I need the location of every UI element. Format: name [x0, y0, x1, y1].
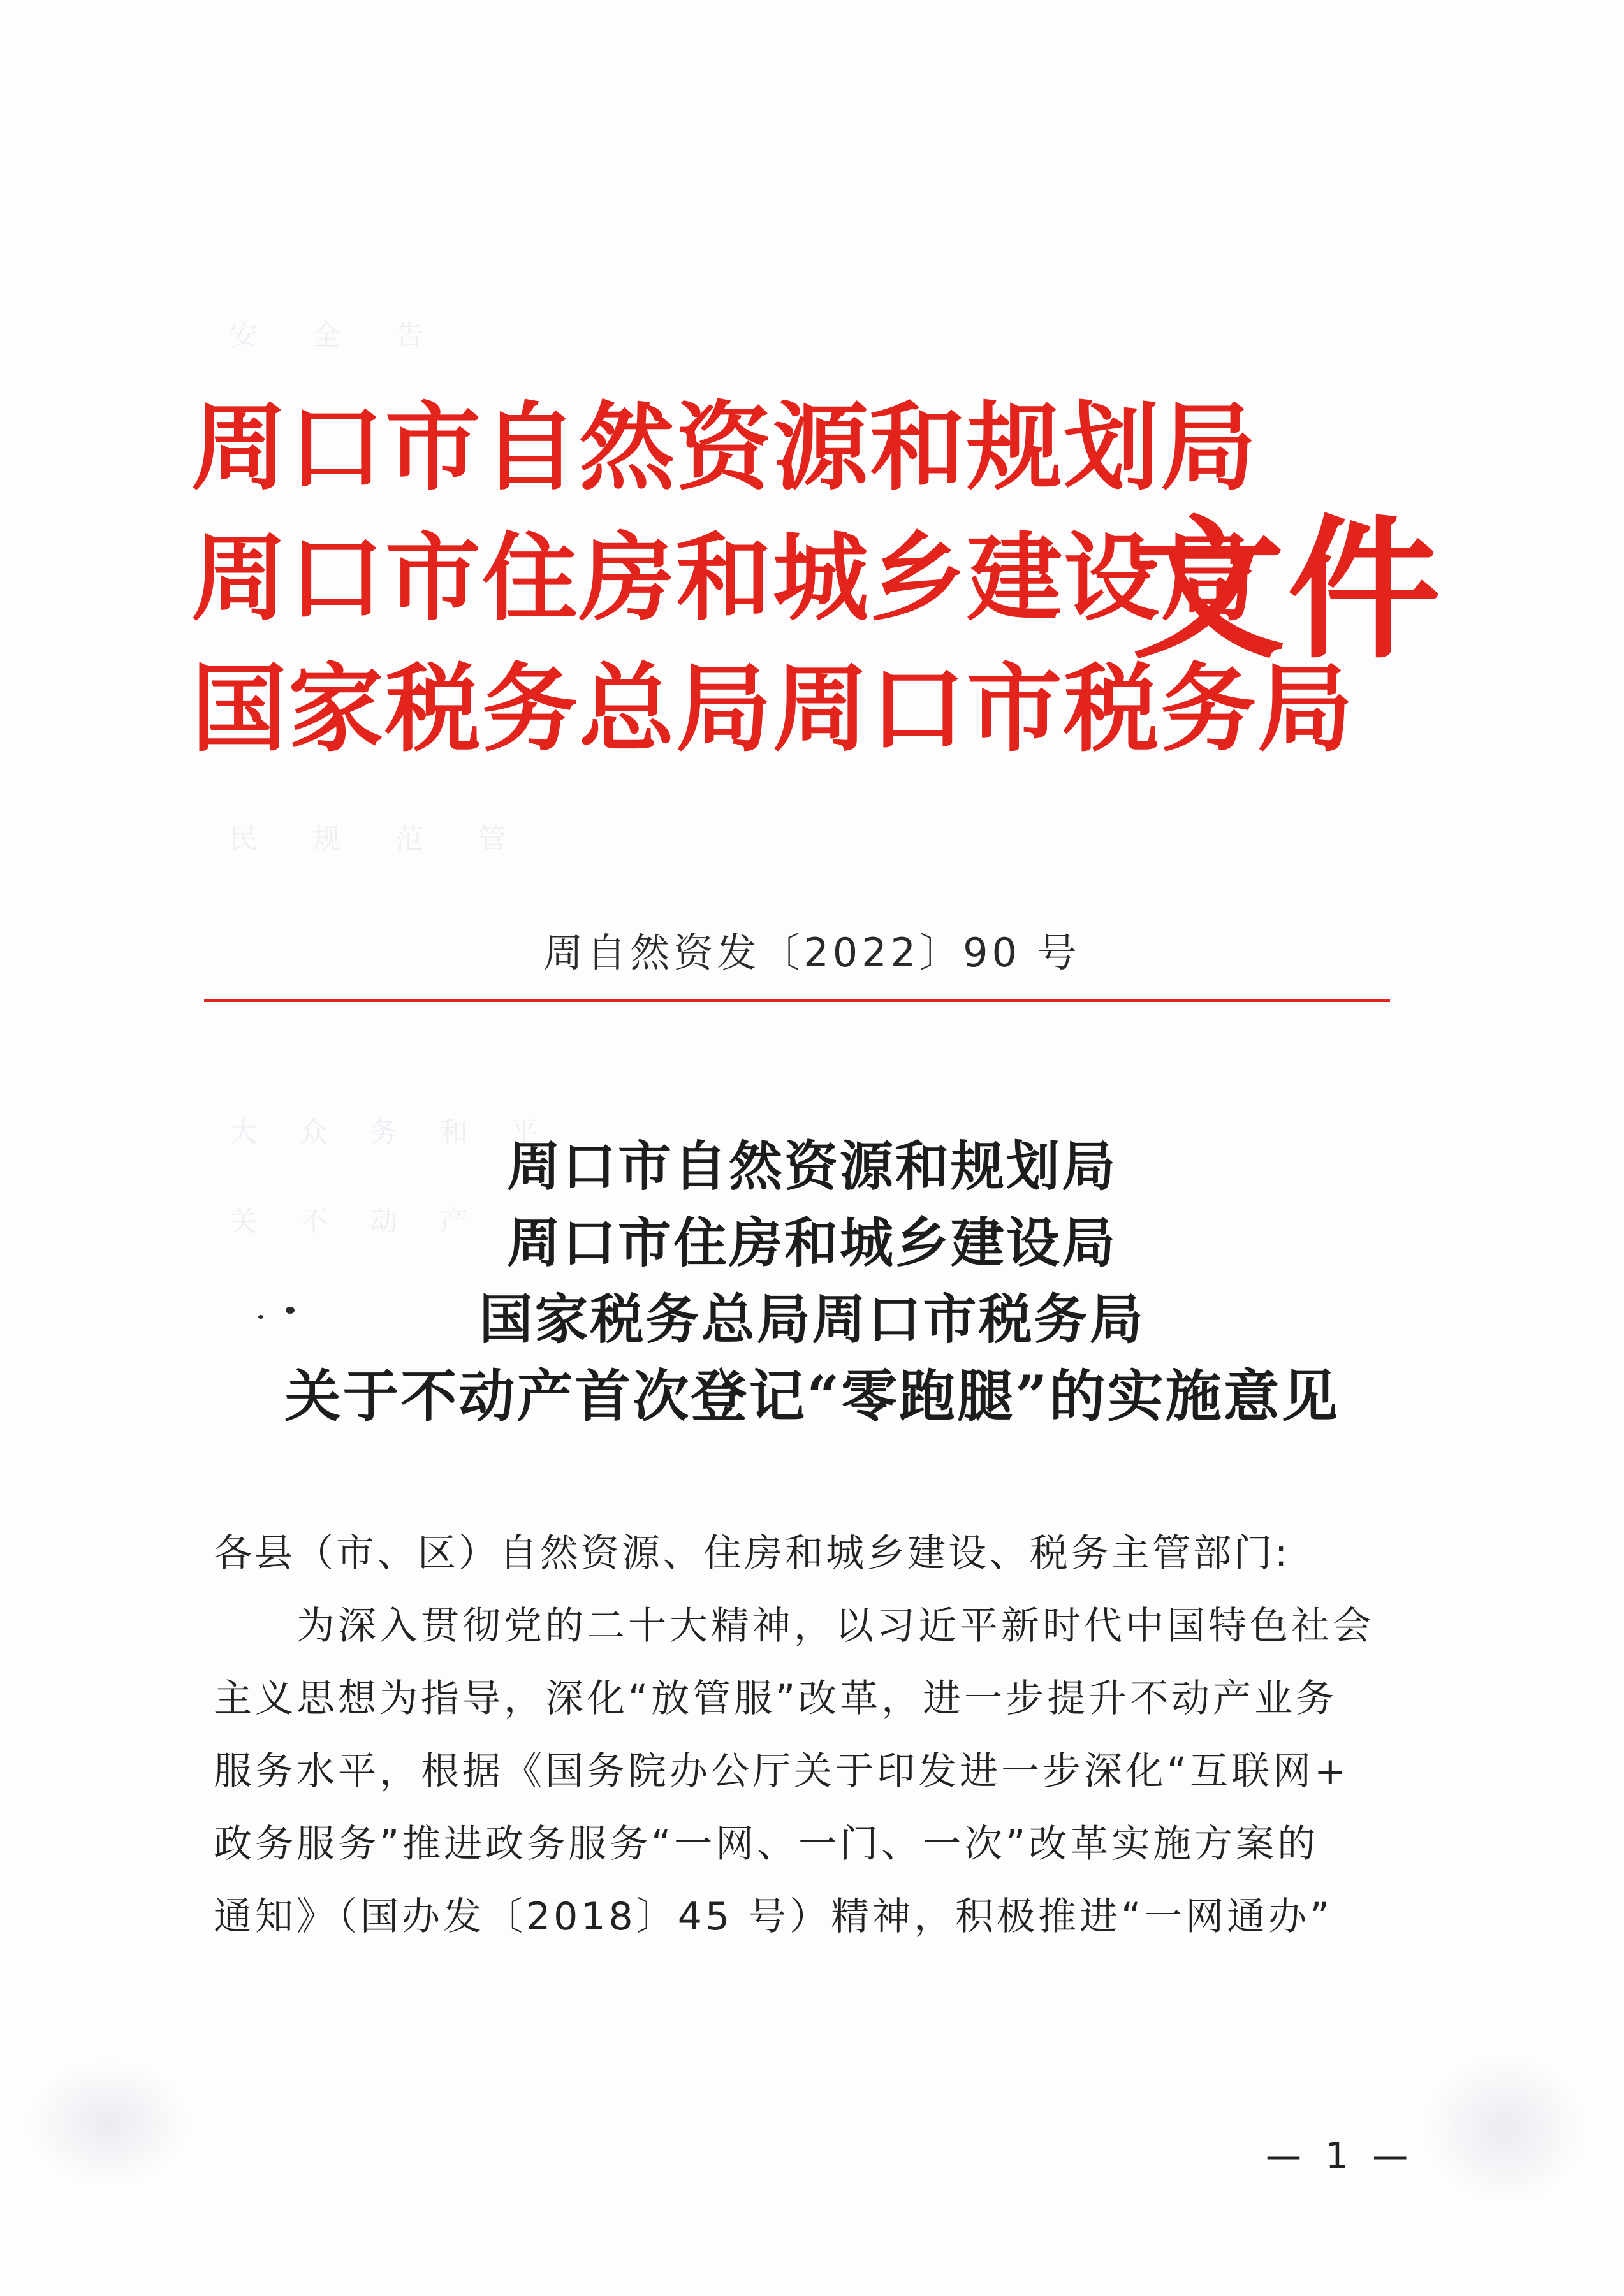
- page-number: — 1 —: [1266, 2135, 1415, 2177]
- issuer-name: 周口市自然资源和规划局: [191, 391, 1258, 504]
- document-body: [214, 1517, 1393, 1953]
- body-paragraph-line: 服务水平，根据《国务院办公厅关于印发进一步深化“互联网+: [214, 1749, 1350, 1794]
- bleed-through-text: 大 众 务 和 平: [230, 1116, 542, 1149]
- title-line: 国家税务总局周口市税务局: [479, 1288, 1145, 1351]
- document-number: 周自然资发〔2022〕90 号: [543, 929, 1081, 976]
- title-line: 周口市住房和城乡建设局: [506, 1211, 1117, 1274]
- body-paragraph-line: 政务服务”推进政务服务“一网、一门、一次”改革实施方案的: [214, 1822, 1319, 1866]
- title-line: 周口市自然资源和规划局: [506, 1135, 1117, 1198]
- title-line: 关于不动产首次登记“零跑腿”的实施意见: [284, 1363, 1340, 1429]
- document-label: 文件: [1132, 500, 1444, 679]
- ink-speck: [286, 1307, 295, 1314]
- issuer-name: 周口市住房和城乡建设局: [191, 522, 1258, 634]
- issuer-name: 国家税务总局周口市税务局: [191, 653, 1355, 765]
- bleed-through-text: 安 全 告: [230, 319, 427, 352]
- body-paragraph-line: 为深入贯彻党的二十大精神，以习近平新时代中国特色社会: [296, 1604, 1374, 1648]
- red-divider-line: [204, 999, 1390, 1002]
- ink-speck: [258, 1315, 263, 1319]
- red-letterhead: [191, 382, 1444, 797]
- bleed-through-text: 关 不 动 产: [230, 1205, 472, 1238]
- document-title: [0, 1128, 1624, 1434]
- bleed-through-text: 民 规 范 管: [230, 823, 510, 855]
- addressee: 各县（市、区）自然资源、住房和城乡建设、税务主管部门:: [214, 1531, 1291, 1576]
- paper-smudge: [1422, 2053, 1588, 2205]
- body-paragraph-line: 通知》（国办发〔2018〕45 号）精神，积极推进“一网通办”: [214, 1894, 1333, 1939]
- body-paragraph-line: 主义思想为指导，深化“放管服”改革，进一步提升不动产业务: [214, 1676, 1338, 1721]
- paper-smudge: [26, 2059, 191, 2186]
